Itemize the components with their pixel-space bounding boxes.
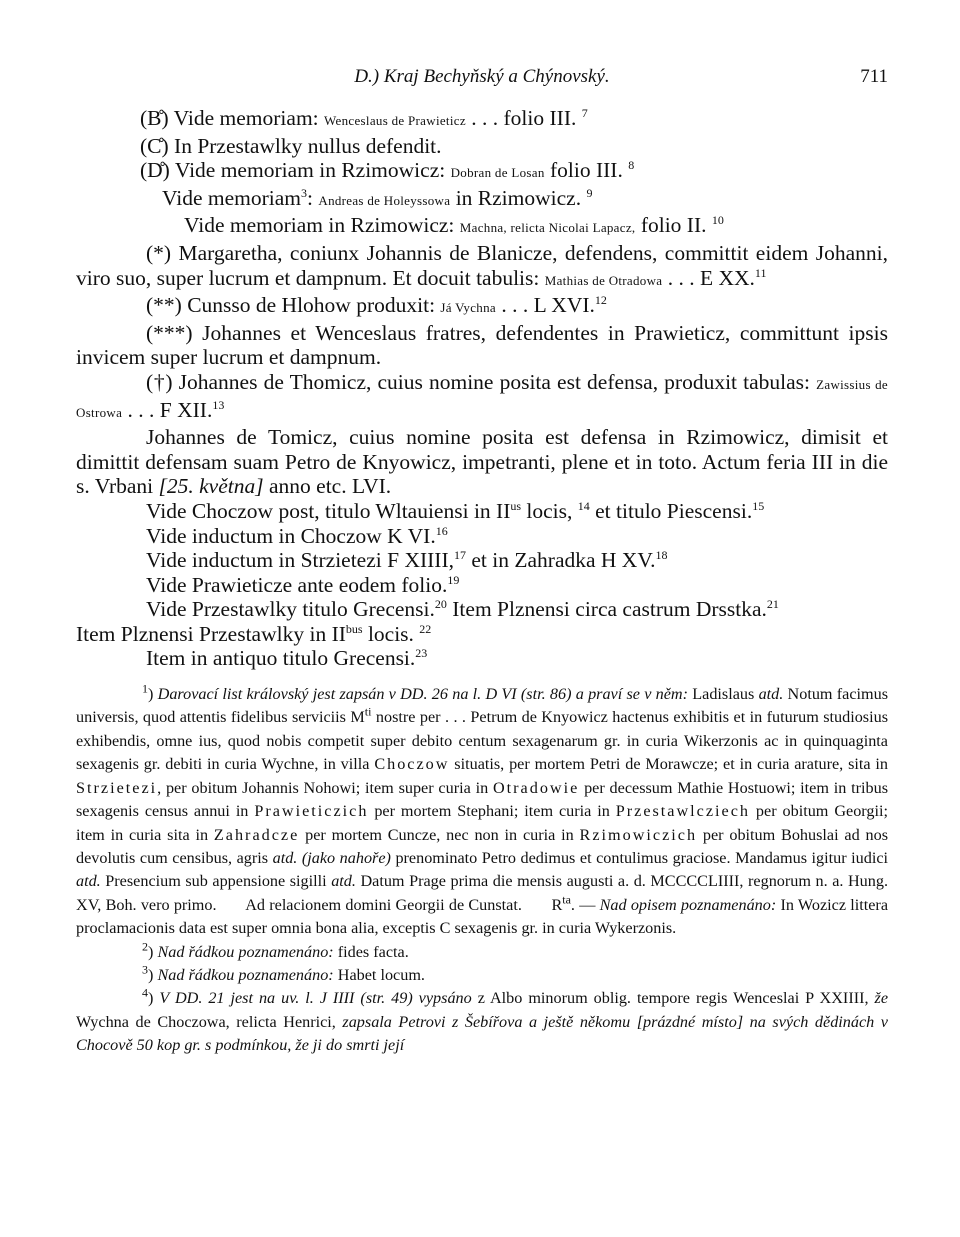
entry-b: (B̊) Vide memoriam: Wenceslaus de Prawieticz . . . folio III. $^7$ [140,105,588,130]
footnote-4: $^4$) V DD. 21 jest na uv. l. J IIII (str. 49) vypsáno z Albo minorum oblig. tempore regis Wenceslai P XXIIII, že Wychna de Choczowa, relicta Henrici, zapsala Petrovi z Šebířova a ještě někomu [prázdné místo] na svých dědinách v Chocově 50 kop gr. s podmínkou, že ji do smrti její [76,985,888,1055]
entry-d-2: Vide memoriam$^3$: Andreas de Holeyssowa in Rzimowicz. $^9$ [162,185,593,210]
vide-line-6: Item Plznensi Przestawlky in $II^{bus}$ locis. $^{22}$ [76,621,432,646]
vide-line-5: Vide Przestawlky titulo Grecensi.$^{20}$ Item Plznensi circa castrum Drsstka.$^{21}$ [146,597,779,622]
paragraph-double-star: (**) Cunsso de Hlohow produxit: Já Vychna . . . L XVI.$^{12}$ [146,293,607,318]
page-number: 711 [860,66,888,87]
paragraph-star: (*) Margaretha, coniunx Johannis de Blanicze, defendens, committit eidem Johanni, viro suo, super lucrum et dampnum. Et docuit tabulis: Mathias de Otradowa . . . E XX.$^{11}$ [76,240,888,290]
footnote-3: $^3$) Nad řádkou poznamenáno: Habet locum. [142,962,425,984]
main-text [76,106,888,671]
paragraph-tomicz: Johannes de Tomicz, cuius nomine posita est defensa in Rzimowicz, dimisit et dimittit defensam suam Petro de Knyowicz, impetranti, plene et in toto. Actum feria III in die s. Vrbani [25. května] anno etc. LVI. [76,425,888,499]
running-title: D.) Kraj Bechyňský a Chýnovský. [354,66,610,87]
footnote-2: $^2$) Nad řádkou poznamenáno: fides facta. [142,939,409,961]
footnote-1: $^1$) Darovací list královský jest zapsán v DD. 26 na l. D VI (str. 86) a praví se v něm: Ladislaus atd. Notum facimus universis, quod attentis fidelibus serviciis $M^{ti}$ nostre per . . . Petrum de Knyowicz hactenus exhibitis et in futurum studiosius exhibendis, omne ius, quod nobis competit super debito centum sexagenarum gr. in curia Wikerzonis ac in quinquaginta sexagenis gr. debiti in curia Wychne, in villa Choczow situatis, per mortem Petri de Morawcze; et in curia arature, sita in Strzietezi, per obitum Johannis Nohowi; item super curia in Otradowie per decessum Mathie Hostuowi; item in tribus sexagenis census annui in Prawieticzich per mortem Stephani; item curia in Przestawlcziech per obitum Georgii; item in curia sita in Zahradcze per mortem Cuncze, nec non in curia in Rzimowiczich per obitum Bohuslai ad nos devolutis cum censibus, agris atd. (jako nahoře) prenominato Petro dedimus et contulimus graciose. Mandamus igitur iudici atd. Presencium sub appensione sigilli atd. Datum Prage prima die mensis augusti a. d. MCCCCLIIII, regnorum n. a. Hung. XV, Boh. vero primo. Ad relacionem domini Georgii de Cunstat. $R^{ta}$. — Nad opisem poznamenáno: In Wozicz littera proclamacionis data est super omnia bona alia, exceptis C sexagenis gr. in curia Wykerzonis. [76,681,893,938]
entry-c: (C̊) In Przestawlky nullus defendit. [140,133,442,158]
vide-line-2: Vide inductum in Choczow K VI.$^{16}$ [146,523,448,548]
vide-line-3: Vide inductum in Strzietezi F XIIII,$^{17}$ et in Zahradka H XV.$^{18}$ [146,547,668,573]
vide-line-1: Vide Choczow post, titulo Wltauiensi in $II^{us}$ locis, $^{14}$ et titulo Piescensi.$^{15}$ [146,498,765,523]
entry-d-3: Vide memoriam in Rzimowicz: Machna, relicta Nicolai Lapacz, folio II. $^{10}$ [184,213,724,238]
page [76,66,893,1058]
paragraph-dagger: (†) Johannes de Thomicz, cuius nomine posita est defensa, produxit tabulas: Zawissius de Ostrowa . . . F XII.$^{13}$ [76,369,888,422]
footnotes [76,681,893,1058]
paragraph-triple-star: (***) Johannes et Wenceslaus fratres, defendentes in Prawieticz, committunt ipsis invicem super lucrum et dampnum. [76,320,888,370]
entry-d: (D̊) Vide memoriam in Rzimowicz: Dobran de Losan folio III. $^8$ [140,158,635,183]
running-header [76,66,888,106]
vide-line-7: Item in antiquo titulo Grecensi.$^{23}$ [146,646,428,671]
vide-line-4: Vide Prawieticze ante eodem folio.$^{19}$ [146,572,460,597]
